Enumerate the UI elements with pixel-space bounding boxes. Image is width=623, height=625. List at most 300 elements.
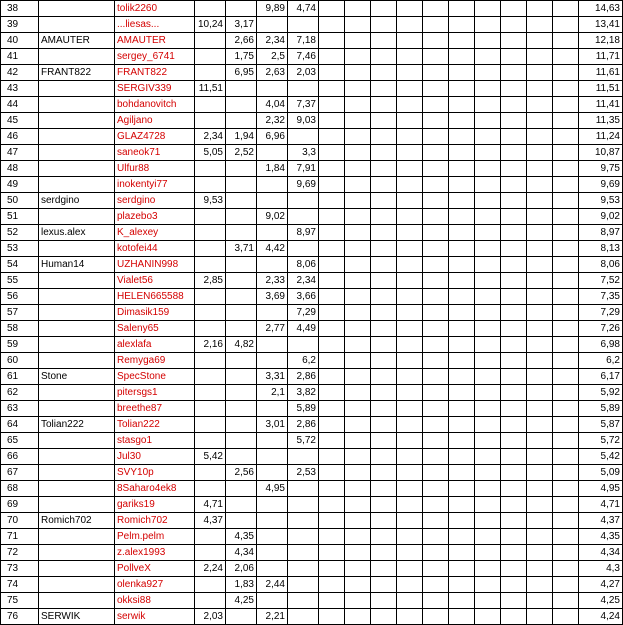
score-cell [371,241,397,257]
score-cell [527,81,553,97]
score-cell: 2,44 [257,577,288,593]
score-cell [226,417,257,433]
player-nick-cell[interactable]: inokentyi77 [115,177,195,193]
score-cell [195,113,226,129]
score-cell [371,561,397,577]
player-nick-cell[interactable]: UZHANIN998 [115,257,195,273]
score-cell [226,369,257,385]
total-cell: 4,35 [579,529,623,545]
score-cell [257,225,288,241]
score-cell [553,529,579,545]
score-cell: 2,03 [288,65,319,81]
score-cell [226,433,257,449]
score-cell [501,369,527,385]
team-cell: Romich702 [39,513,115,529]
total-cell: 4,27 [579,577,623,593]
table-row [1,17,623,33]
score-cell [423,369,449,385]
score-cell [257,593,288,609]
player-nick-cell[interactable]: SERGIV339 [115,81,195,97]
team-cell: FRANT822 [39,65,115,81]
score-cell [226,177,257,193]
team-cell: Human14 [39,257,115,273]
rank-cell: 52 [1,225,39,241]
score-cell [449,273,475,289]
table-row [1,193,623,209]
score-cell [195,417,226,433]
score-cell [345,497,371,513]
rank-cell: 73 [1,561,39,577]
score-cell [423,593,449,609]
player-nick-cell[interactable]: Dimasik159 [115,305,195,321]
score-cell [226,481,257,497]
score-cell [319,225,345,241]
score-cell: 5,42 [195,449,226,465]
rank-cell: 42 [1,65,39,81]
score-cell [449,257,475,273]
score-cell [345,481,371,497]
score-cell [397,49,423,65]
score-cell: 3,69 [257,289,288,305]
score-cell [423,1,449,17]
score-cell [553,17,579,33]
score-cell [475,145,501,161]
score-cell [397,65,423,81]
total-cell: 4,71 [579,497,623,513]
rank-cell: 63 [1,401,39,417]
score-cell: 4,74 [288,1,319,17]
score-cell [553,321,579,337]
score-cell [397,97,423,113]
player-nick-cell[interactable]: SVY10p [115,465,195,481]
score-cell [527,593,553,609]
player-nick-cell[interactable]: plazebo3 [115,209,195,225]
score-cell [423,113,449,129]
score-cell [553,49,579,65]
score-cell [345,209,371,225]
score-cell: 2,33 [257,273,288,289]
score-cell [195,353,226,369]
score-cell [449,513,475,529]
score-cell: 2,16 [195,337,226,353]
score-cell [423,81,449,97]
score-cell [553,369,579,385]
score-cell [475,369,501,385]
total-cell: 13,41 [579,17,623,33]
player-nick-cell[interactable]: Vialet56 [115,273,195,289]
score-cell [553,465,579,481]
player-nick-cell[interactable]: kotofei44 [115,241,195,257]
score-cell [553,145,579,161]
player-nick-cell[interactable]: Agiljano [115,113,195,129]
score-cell [475,97,501,113]
score-cell [371,17,397,33]
team-cell [39,593,115,609]
rank-cell: 49 [1,177,39,193]
score-cell [195,257,226,273]
score-cell [527,129,553,145]
score-cell: 9,03 [288,113,319,129]
player-nick-cell[interactable]: Remyga69 [115,353,195,369]
score-cell [449,81,475,97]
score-cell [195,33,226,49]
score-cell [319,545,345,561]
total-cell: 6,2 [579,353,623,369]
score-cell [319,385,345,401]
score-cell [371,209,397,225]
score-cell [475,49,501,65]
score-cell: 7,91 [288,161,319,177]
score-cell [475,17,501,33]
score-cell [371,289,397,305]
score-cell [501,129,527,145]
score-cell [475,321,501,337]
score-cell [501,561,527,577]
score-cell [257,449,288,465]
score-cell [527,433,553,449]
score-cell [195,385,226,401]
score-cell [527,497,553,513]
score-cell [449,129,475,145]
player-nick-cell[interactable]: z.alex1993 [115,545,195,561]
score-cell [345,161,371,177]
player-nick-cell[interactable]: HELEN665588 [115,289,195,305]
player-nick-cell[interactable]: SpecStone [115,369,195,385]
score-cell [449,449,475,465]
score-cell [449,161,475,177]
team-cell: Stone [39,369,115,385]
score-cell [345,241,371,257]
player-nick-cell[interactable]: Tolian222 [115,417,195,433]
player-nick-cell[interactable]: Saleny65 [115,321,195,337]
score-cell [475,305,501,321]
player-nick-cell[interactable]: bohdanovitch [115,97,195,113]
score-cell [501,49,527,65]
score-cell [319,289,345,305]
score-cell [501,81,527,97]
score-cell [226,385,257,401]
total-cell: 5,89 [579,401,623,417]
score-cell [553,593,579,609]
score-cell [423,577,449,593]
score-cell [371,337,397,353]
score-cell [345,369,371,385]
score-cell [397,145,423,161]
score-cell: 3,17 [226,17,257,33]
score-cell [226,209,257,225]
team-cell [39,321,115,337]
score-cell [475,289,501,305]
table-row [1,289,623,305]
score-cell [475,481,501,497]
score-cell: 7,18 [288,33,319,49]
team-cell [39,401,115,417]
player-nick-cell[interactable]: alexlafa [115,337,195,353]
player-nick-cell[interactable]: GLAZ4728 [115,129,195,145]
total-cell: 4,24 [579,609,623,625]
score-cell: 7,46 [288,49,319,65]
score-cell [423,177,449,193]
table-row [1,353,623,369]
table-row [1,577,623,593]
score-cell [371,65,397,81]
score-cell [319,1,345,17]
score-cell [423,497,449,513]
score-cell: 4,37 [195,513,226,529]
score-cell [226,449,257,465]
player-nick-cell[interactable]: gariks19 [115,497,195,513]
score-cell [501,465,527,481]
total-cell: 4,34 [579,545,623,561]
score-cell [319,561,345,577]
score-cell [226,353,257,369]
score-cell [527,353,553,369]
score-cell: 2,86 [288,417,319,433]
score-cell [501,529,527,545]
score-cell [423,305,449,321]
team-cell [39,497,115,513]
score-cell [257,401,288,417]
score-cell [475,81,501,97]
player-nick-cell[interactable]: saneok71 [115,145,195,161]
score-cell [288,561,319,577]
score-cell [397,577,423,593]
rank-cell: 47 [1,145,39,161]
score-cell [319,161,345,177]
table-row [1,145,623,161]
score-cell [527,289,553,305]
score-cell [345,225,371,241]
score-cell [553,353,579,369]
player-nick-cell[interactable]: stasgo1 [115,433,195,449]
score-cell [397,609,423,625]
score-cell [397,209,423,225]
score-cell [195,481,226,497]
score-cell [371,449,397,465]
score-cell [449,609,475,625]
team-cell [39,241,115,257]
score-cell [527,465,553,481]
table-row [1,97,623,113]
player-nick-cell[interactable]: tolik2260 [115,1,195,17]
score-cell: 4,42 [257,241,288,257]
score-cell [345,433,371,449]
score-cell [226,161,257,177]
score-cell [226,321,257,337]
score-cell [501,401,527,417]
score-cell: 3,71 [226,241,257,257]
score-cell [345,545,371,561]
score-cell: 2,86 [288,369,319,385]
score-cell [527,113,553,129]
score-cell [553,161,579,177]
team-cell [39,545,115,561]
score-cell [319,433,345,449]
rank-cell: 68 [1,481,39,497]
total-cell: 9,75 [579,161,623,177]
score-cell [195,161,226,177]
score-cell [397,17,423,33]
score-cell [195,49,226,65]
score-cell [397,161,423,177]
score-cell [553,113,579,129]
score-cell [449,417,475,433]
score-cell: 4,71 [195,497,226,513]
score-cell [288,529,319,545]
score-cell [226,513,257,529]
score-cell: 5,05 [195,145,226,161]
team-cell [39,305,115,321]
score-cell [319,209,345,225]
score-cell [423,225,449,241]
player-nick-cell[interactable]: FRANT822 [115,65,195,81]
score-cell [345,449,371,465]
score-cell [345,385,371,401]
score-cell [288,129,319,145]
score-cell [449,321,475,337]
score-cell [345,257,371,273]
score-cell [449,433,475,449]
score-cell [371,433,397,449]
player-nick-cell[interactable]: pitersgs1 [115,385,195,401]
score-cell [257,353,288,369]
player-nick-cell[interactable]: serwik [115,609,195,625]
score-cell [527,257,553,273]
score-cell [449,1,475,17]
player-nick-cell[interactable]: Ulfur88 [115,161,195,177]
score-cell [345,1,371,17]
score-cell [423,609,449,625]
player-nick-cell[interactable]: breethe87 [115,401,195,417]
score-cell [371,497,397,513]
score-cell [226,97,257,113]
score-cell: 6,95 [226,65,257,81]
player-nick-cell[interactable]: K_alexey [115,225,195,241]
score-cell [371,577,397,593]
score-cell [553,513,579,529]
score-cell [371,257,397,273]
score-cell [319,129,345,145]
player-nick-cell[interactable]: Romich702 [115,513,195,529]
player-nick-cell[interactable]: Jul30 [115,449,195,465]
table-row [1,417,623,433]
score-cell [527,385,553,401]
score-cell [319,353,345,369]
score-cell [449,17,475,33]
score-cell [449,193,475,209]
team-cell [39,433,115,449]
rank-cell: 58 [1,321,39,337]
team-cell [39,49,115,65]
team-cell [39,273,115,289]
score-cell: 3,3 [288,145,319,161]
score-cell: 1,83 [226,577,257,593]
score-cell [195,465,226,481]
score-cell [226,1,257,17]
score-cell [501,193,527,209]
score-cell [553,241,579,257]
score-cell [371,529,397,545]
score-cell [501,497,527,513]
score-cell [397,321,423,337]
score-cell [527,177,553,193]
score-cell [195,529,226,545]
player-nick-cell[interactable]: AMAUTER [115,33,195,49]
team-cell [39,81,115,97]
score-cell [371,113,397,129]
score-cell [371,193,397,209]
total-cell: 12,18 [579,33,623,49]
score-cell [319,193,345,209]
score-cell [257,497,288,513]
rank-cell: 59 [1,337,39,353]
score-cell [397,241,423,257]
score-cell: 4,25 [226,593,257,609]
score-cell [527,161,553,177]
score-cell: 4,35 [226,529,257,545]
table-row [1,177,623,193]
player-nick-cell[interactable]: 8Saharo4ek8 [115,481,195,497]
player-nick-cell[interactable]: sergey_6741 [115,49,195,65]
score-cell [475,65,501,81]
score-cell [449,33,475,49]
score-cell [501,33,527,49]
score-cell [319,417,345,433]
score-cell [371,465,397,481]
score-cell [226,113,257,129]
score-cell [475,577,501,593]
score-cell [319,257,345,273]
score-cell [423,513,449,529]
score-cell [397,433,423,449]
score-cell [553,273,579,289]
player-nick-cell[interactable]: PollveX [115,561,195,577]
score-cell [288,193,319,209]
score-cell: 2,5 [257,49,288,65]
player-nick-cell[interactable]: serdgino [115,193,195,209]
player-nick-cell[interactable]: okksi88 [115,593,195,609]
rank-cell: 51 [1,209,39,225]
player-nick-cell[interactable]: Pelm.pelm [115,529,195,545]
score-cell [288,449,319,465]
score-cell [226,401,257,417]
score-cell [345,417,371,433]
score-cell [257,513,288,529]
score-cell [319,33,345,49]
score-cell [397,497,423,513]
total-cell: 7,52 [579,273,623,289]
score-cell: 2,56 [226,465,257,481]
score-cell: 11,51 [195,81,226,97]
score-cell [501,257,527,273]
score-cell [527,449,553,465]
score-cell [423,97,449,113]
score-cell [288,241,319,257]
score-cell [371,161,397,177]
score-cell [345,401,371,417]
rank-cell: 39 [1,17,39,33]
score-cell [397,401,423,417]
score-cell [449,593,475,609]
score-cell [553,193,579,209]
player-nick-cell[interactable]: ...liesas... [115,17,195,33]
score-cell [501,161,527,177]
score-cell [475,177,501,193]
player-nick-cell[interactable]: olenka927 [115,577,195,593]
rank-cell: 61 [1,369,39,385]
score-cell [449,49,475,65]
score-cell [527,1,553,17]
